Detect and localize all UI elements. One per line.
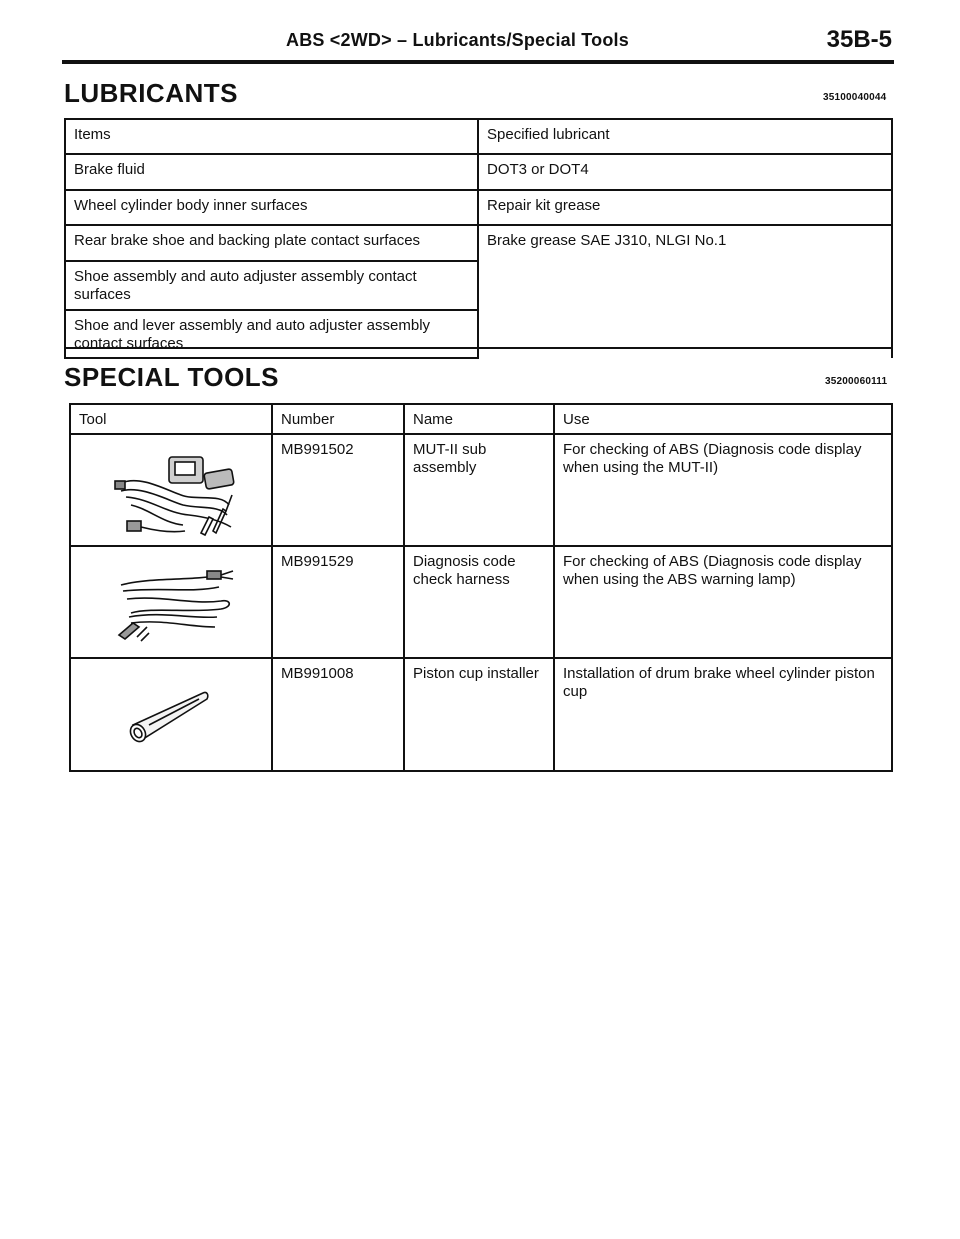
lubricant-item: Shoe and lever assembly and auto adjuster assembly contact surfaces — [65, 310, 478, 358]
table-row — [65, 154, 892, 190]
specified-lubricant: Brake grease SAE J310, NLGI No.1 — [478, 225, 892, 358]
mut-ii-sub-assembly-icon — [71, 435, 271, 545]
table-header-row — [65, 119, 892, 154]
lubricants-heading: LUBRICANTS — [64, 78, 238, 108]
diagnosis-harness-icon — [71, 547, 271, 657]
tool-name: Piston cup installer — [404, 658, 554, 771]
table-row — [70, 546, 892, 658]
column-header: Number — [272, 404, 404, 434]
tool-use: For checking of ABS (Diagnosis code display when using the MUT-II) — [554, 434, 892, 546]
table-row — [70, 434, 892, 546]
table-bottom-rule — [64, 347, 891, 349]
table-row — [70, 658, 892, 771]
specified-lubricant: DOT3 or DOT4 — [478, 154, 892, 190]
table-row — [65, 190, 892, 225]
column-header: Specified lubricant — [478, 119, 892, 154]
special-tools-code: 35200060111 — [825, 376, 888, 387]
tool-name: Diagnosis code check harness — [404, 546, 554, 658]
page-header — [62, 26, 894, 64]
tool-number: MB991008 — [272, 658, 404, 771]
column-header: Name — [404, 404, 554, 434]
lubricant-item: Brake fluid — [65, 154, 478, 190]
tool-name: MUT-II sub assembly — [404, 434, 554, 546]
table-header-row — [70, 404, 892, 434]
piston-cup-installer-icon — [71, 659, 271, 769]
column-header: Items — [65, 119, 478, 154]
lubricant-item: Shoe assembly and auto adjuster assembly contact surfaces — [65, 261, 478, 310]
page-number: 35B-5 — [826, 26, 892, 53]
lubricant-item: Rear brake shoe and backing plate contact surfaces — [65, 225, 478, 261]
specified-lubricant: Repair kit grease — [478, 190, 892, 225]
lubricant-item: Wheel cylinder body inner surfaces — [65, 190, 478, 225]
tool-image-cell — [70, 546, 272, 658]
table-row — [65, 225, 892, 261]
tool-image-cell — [70, 434, 272, 546]
special-tools-table — [69, 403, 893, 772]
lubricants-code: 35100040044 — [823, 92, 887, 103]
column-header: Tool — [70, 404, 272, 434]
lubricants-table — [64, 118, 893, 359]
tool-number: MB991529 — [272, 546, 404, 658]
tool-image-cell — [70, 658, 272, 771]
tool-use: For checking of ABS (Diagnosis code display when using the ABS warning lamp) — [554, 546, 892, 658]
tool-use: Installation of drum brake wheel cylinder piston cup — [554, 658, 892, 771]
page-title: ABS <2WD> – Lubricants/Special Tools — [286, 30, 629, 50]
tool-number: MB991502 — [272, 434, 404, 546]
column-header: Use — [554, 404, 892, 434]
special-tools-heading: SPECIAL TOOLS — [64, 362, 280, 392]
